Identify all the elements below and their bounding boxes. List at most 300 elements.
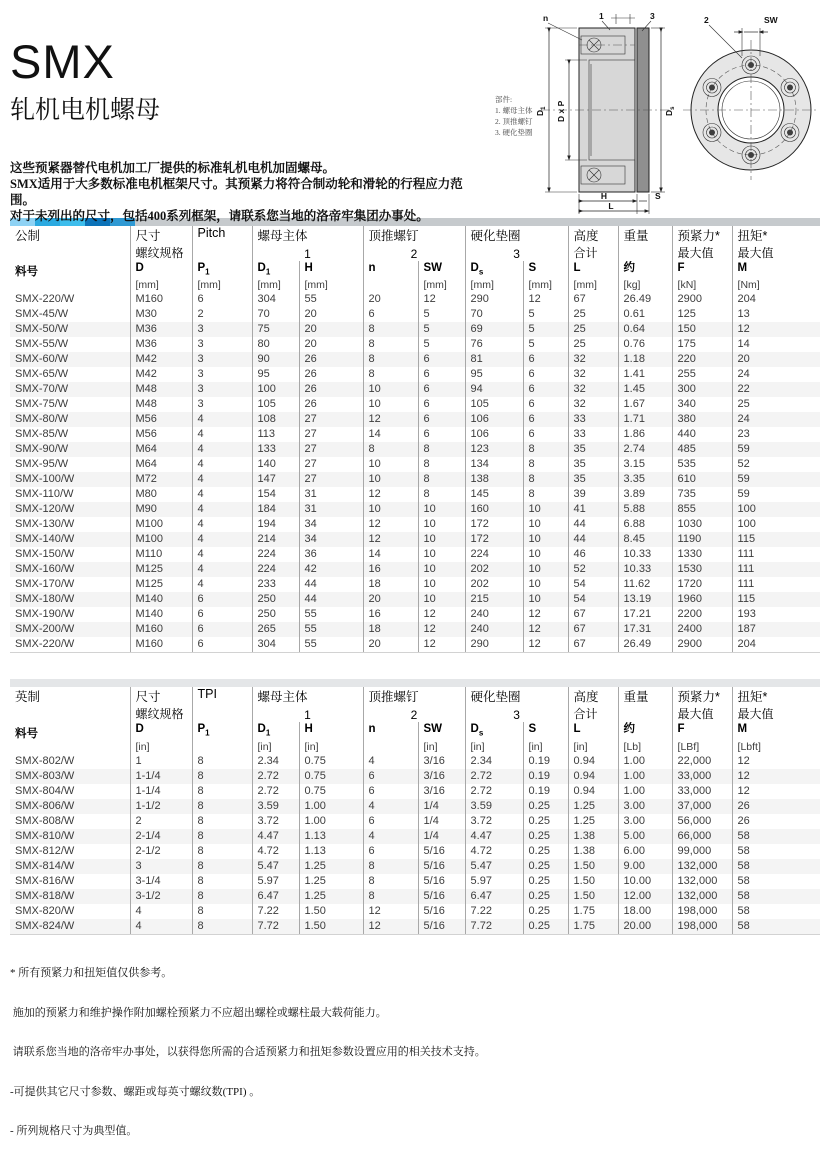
value-cell: 59 [732, 442, 820, 457]
part-number-cell: SMX-75/W [15, 398, 69, 411]
value-cell: 12 [363, 919, 418, 935]
value-cell: 12 [523, 292, 568, 307]
value-cell: 3.59 [252, 799, 299, 814]
value-cell: 26 [299, 367, 363, 382]
table-section-label: 公制 [15, 229, 41, 243]
value-cell: 27 [299, 472, 363, 487]
footnote-line: - 所列规格尺寸为典型值。 [10, 1125, 138, 1138]
value-cell: 1720 [672, 577, 732, 592]
subgroup-header-cell: 3 [465, 705, 568, 722]
description-line: 对于未列出的尺寸，包括400系列框架，请联系您当地的洛帝牢集团办事处。 [10, 209, 429, 223]
value-cell: 290 [465, 637, 523, 653]
table-row [10, 412, 820, 427]
value-cell: 202 [465, 577, 523, 592]
value-cell: 9.00 [618, 859, 672, 874]
page-header [0, 0, 830, 223]
value-cell: 4 [130, 904, 192, 919]
param-header-cell: SW [mm] [418, 261, 465, 292]
value-cell: 25 [568, 337, 618, 352]
value-cell: M48 [130, 397, 192, 412]
value-cell: 0.25 [523, 904, 568, 919]
brand-block [10, 36, 160, 126]
value-cell: 3 [192, 397, 252, 412]
value-cell: 172 [465, 517, 523, 532]
value-cell: 24 [732, 367, 820, 382]
value-cell: 27 [299, 427, 363, 442]
value-cell: 1.25 [568, 799, 618, 814]
value-cell: 3-1/4 [130, 874, 192, 889]
product-description [10, 160, 480, 224]
param-header-cell: M [Lbft] [732, 722, 820, 753]
value-cell: 1-1/2 [130, 799, 192, 814]
value-cell: 6 [418, 352, 465, 367]
value-cell: 255 [672, 367, 732, 382]
value-cell: 100 [732, 517, 820, 532]
value-cell: 44 [568, 517, 618, 532]
group-header-cell: 扭矩* [732, 687, 820, 705]
group-header-cell: 尺寸 [130, 226, 192, 244]
value-cell: 10 [418, 532, 465, 547]
value-cell: 5 [523, 337, 568, 352]
imperial-table-body [10, 754, 820, 935]
value-cell: 8.45 [618, 532, 672, 547]
value-cell: 134 [465, 457, 523, 472]
part-number-cell: SMX-220/W [10, 637, 130, 653]
group-header-cell: 预紧力* [672, 226, 732, 244]
value-cell: 2.34 [252, 754, 299, 769]
value-cell: 46 [568, 547, 618, 562]
value-cell: 8 [363, 337, 418, 352]
value-cell: 290 [465, 292, 523, 307]
callout-1: 1 [599, 11, 604, 21]
value-cell: 70 [252, 307, 299, 322]
value-cell: 105 [252, 397, 299, 412]
value-cell: 111 [732, 562, 820, 577]
value-cell: 106 [465, 427, 523, 442]
value-cell: 33,000 [672, 769, 732, 784]
value-cell: 10 [363, 472, 418, 487]
value-cell: 6 [523, 412, 568, 427]
value-cell: 13 [732, 307, 820, 322]
value-cell: 10 [418, 547, 465, 562]
value-cell: M100 [130, 517, 192, 532]
value-cell: 12 [418, 637, 465, 653]
table-row [10, 457, 820, 472]
value-cell: 8 [363, 322, 418, 337]
value-cell: 4.72 [252, 844, 299, 859]
value-cell: 4 [192, 577, 252, 592]
value-cell: 12 [732, 754, 820, 769]
value-cell: 300 [672, 382, 732, 397]
part-number-cell: SMX-802/W [15, 754, 75, 767]
value-cell: M100 [130, 532, 192, 547]
value-cell: 0.94 [568, 754, 618, 769]
value-cell: 12 [732, 322, 820, 337]
group-header-cell: 顶推螺钉 [363, 687, 465, 705]
value-cell: 18 [363, 577, 418, 592]
value-cell: 4.47 [252, 829, 299, 844]
table-row [10, 442, 820, 457]
value-cell: 5/16 [418, 904, 465, 919]
part-number-cell: SMX-816/W [15, 874, 75, 887]
drawing-legend-item: 3. 硬化垫圈 [495, 128, 533, 137]
value-cell: 1 [130, 754, 192, 769]
value-cell: 3.00 [618, 814, 672, 829]
part-number-cell: SMX-95/W [15, 458, 69, 471]
value-cell: 3 [192, 382, 252, 397]
imperial-table-top-bar [10, 679, 820, 687]
value-cell: 10 [363, 397, 418, 412]
group-header-cell: 高度 [568, 226, 618, 244]
group-header-cell: Pitch [192, 226, 252, 244]
value-cell: 8 [192, 799, 252, 814]
imperial-spec-table [10, 687, 820, 934]
group-header-cell: 重量 [618, 687, 672, 705]
param-header-cell: $D_s$ [in] [465, 722, 523, 753]
value-cell: 41 [568, 502, 618, 517]
value-cell: 111 [732, 577, 820, 592]
value-cell: 5 [418, 322, 465, 337]
value-cell: 440 [672, 427, 732, 442]
value-cell: 0.25 [523, 874, 568, 889]
value-cell: 5.00 [618, 829, 672, 844]
value-cell: 204 [732, 637, 820, 653]
param-header-cell: $D_1$ [in] [252, 722, 299, 753]
value-cell: 58 [732, 889, 820, 904]
group-header-cell: 硬化垫圈 [465, 687, 568, 705]
value-cell: M90 [130, 502, 192, 517]
param-header-cell: L [in] [568, 722, 618, 753]
value-cell: 233 [252, 577, 299, 592]
value-cell: 8 [192, 829, 252, 844]
value-cell: 4 [363, 754, 418, 769]
value-cell: 1.67 [618, 397, 672, 412]
value-cell: 0.75 [299, 784, 363, 799]
part-number-cell: SMX-45/W [15, 308, 69, 321]
table-row [10, 874, 820, 889]
value-cell: 12 [363, 487, 418, 502]
value-cell: M36 [130, 322, 192, 337]
value-cell: 17.31 [618, 622, 672, 637]
value-cell: 20 [732, 352, 820, 367]
part-number-cell: SMX-85/W [15, 428, 69, 441]
row-label-header: 料号 [15, 266, 38, 279]
value-cell: 25 [568, 322, 618, 337]
value-cell: 3 [192, 322, 252, 337]
value-cell: M125 [130, 562, 192, 577]
value-cell: 7.22 [465, 904, 523, 919]
value-cell: 23 [732, 427, 820, 442]
value-cell: 32 [568, 352, 618, 367]
part-number-cell: SMX-50/W [15, 323, 69, 336]
table-row [10, 367, 820, 382]
value-cell: 304 [252, 637, 299, 653]
table-row [10, 859, 820, 874]
subgroup-header-cell [192, 244, 252, 261]
part-number-cell: SMX-824/W [10, 919, 130, 935]
value-cell: 27 [299, 412, 363, 427]
value-cell: 6 [363, 769, 418, 784]
table-row [10, 502, 820, 517]
value-cell: 2.34 [465, 754, 523, 769]
table-row [10, 397, 820, 412]
value-cell: 0.25 [523, 919, 568, 935]
table-row [10, 562, 820, 577]
part-number-cell: SMX-140/W [15, 533, 75, 546]
subgroup-header-cell [10, 244, 130, 261]
value-cell: 0.94 [568, 784, 618, 799]
value-cell: 90 [252, 352, 299, 367]
subgroup-header-cell: 螺纹规格 [130, 705, 192, 722]
footnote-line: -可提供其它尺寸参数、螺距或每英寸螺纹数(TPI) 。 [10, 1085, 261, 1098]
value-cell: 1530 [672, 562, 732, 577]
value-cell: 20 [363, 292, 418, 307]
value-cell: 1.25 [568, 814, 618, 829]
value-cell: 2.72 [465, 769, 523, 784]
value-cell: 6.88 [618, 517, 672, 532]
value-cell: 20.00 [618, 919, 672, 935]
value-cell: 147 [252, 472, 299, 487]
value-cell: 1960 [672, 592, 732, 607]
value-cell: 108 [252, 412, 299, 427]
value-cell: 1.25 [299, 889, 363, 904]
value-cell: 55 [299, 622, 363, 637]
value-cell: 2400 [672, 622, 732, 637]
value-cell: 33 [568, 427, 618, 442]
part-number-cell: SMX-804/W [15, 784, 75, 797]
value-cell: 1.86 [618, 427, 672, 442]
value-cell: 44 [299, 577, 363, 592]
callout-n: n [543, 13, 549, 23]
value-cell: 58 [732, 919, 820, 935]
subgroup-header-cell [618, 244, 672, 261]
value-cell: 1.00 [618, 769, 672, 784]
value-cell: M42 [130, 367, 192, 382]
param-header-cell: $P_1$ [mm] [192, 261, 252, 292]
value-cell: 1.75 [568, 904, 618, 919]
value-cell: 198,000 [672, 919, 732, 935]
value-cell: 1.50 [299, 919, 363, 935]
value-cell: 0.25 [523, 814, 568, 829]
metric-spec-table [10, 226, 820, 653]
value-cell: 12 [418, 622, 465, 637]
description-line: SMX适用于大多数标准电机框架尺寸。其预紧力将符合制动轮和滑轮的行程应力范围。 [10, 177, 463, 207]
part-number-cell: SMX-190/W [15, 608, 75, 621]
param-header-cell: n [363, 722, 418, 753]
value-cell: 27 [299, 442, 363, 457]
footnote-line: 施加的预紧力和维护操作附加螺栓预紧力不应超出螺栓或螺柱最大载荷能力。 [10, 1006, 387, 1019]
value-cell: 6 [363, 814, 418, 829]
table-row [10, 577, 820, 592]
value-cell: 66,000 [672, 829, 732, 844]
value-cell: 3/16 [418, 784, 465, 799]
param-header-cell: n [363, 261, 418, 292]
value-cell: 3.72 [252, 814, 299, 829]
table-row [10, 547, 820, 562]
table-row [10, 607, 820, 622]
subgroup-header-row [10, 705, 820, 722]
value-cell: 8 [418, 457, 465, 472]
value-cell: 14 [732, 337, 820, 352]
value-cell: 25 [568, 307, 618, 322]
value-cell: 4 [192, 547, 252, 562]
value-cell: 8 [523, 457, 568, 472]
value-cell: 44 [299, 592, 363, 607]
value-cell: 42 [299, 562, 363, 577]
value-cell: 26 [299, 397, 363, 412]
part-number-cell: SMX-130/W [15, 518, 75, 531]
table-row [10, 592, 820, 607]
table-row [10, 637, 820, 653]
value-cell: 224 [465, 547, 523, 562]
value-cell: 26 [732, 799, 820, 814]
value-cell: 7.72 [252, 919, 299, 935]
value-cell: 12 [363, 412, 418, 427]
value-cell: 25 [732, 397, 820, 412]
value-cell: 10.33 [618, 547, 672, 562]
value-cell: 5/16 [418, 889, 465, 904]
value-cell: 7.72 [465, 919, 523, 935]
value-cell: 26 [732, 814, 820, 829]
dim-label-l: L [608, 201, 614, 211]
value-cell: M56 [130, 412, 192, 427]
value-cell: 6 [418, 412, 465, 427]
metric-table-body [10, 292, 820, 653]
value-cell: 5/16 [418, 859, 465, 874]
value-cell: 6 [418, 382, 465, 397]
value-cell: 10 [363, 502, 418, 517]
table-row [10, 352, 820, 367]
param-header-row [10, 261, 820, 292]
value-cell: 138 [465, 472, 523, 487]
value-cell: 10 [523, 547, 568, 562]
param-header-cell: $D_s$ [mm] [465, 261, 523, 292]
value-cell: 35 [568, 472, 618, 487]
param-header-cell: $P_1$ [192, 722, 252, 753]
param-header-cell: S [mm] [523, 261, 568, 292]
value-cell: 4 [192, 457, 252, 472]
value-cell: 6 [192, 607, 252, 622]
subgroup-header-cell: 最大值 [672, 244, 732, 261]
value-cell: 145 [465, 487, 523, 502]
value-cell: 8 [192, 859, 252, 874]
value-cell: 5 [418, 337, 465, 352]
dim-label-h: H [600, 191, 608, 201]
value-cell: 4 [130, 919, 192, 935]
param-header-cell: 约 [Lb] [618, 722, 672, 753]
param-header-cell: $D_1$ [mm] [252, 261, 299, 292]
value-cell: 20 [363, 637, 418, 653]
value-cell: 67 [568, 637, 618, 653]
param-header-cell: F [kN] [672, 261, 732, 292]
value-cell: 1.00 [618, 754, 672, 769]
value-cell: 6 [523, 367, 568, 382]
value-cell: 8 [192, 814, 252, 829]
value-cell: 1/4 [418, 829, 465, 844]
value-cell: 0.75 [299, 754, 363, 769]
param-header-cell: M [Nm] [732, 261, 820, 292]
value-cell: 6.00 [618, 844, 672, 859]
value-cell: 6 [418, 397, 465, 412]
value-cell: 10 [418, 502, 465, 517]
value-cell: 33,000 [672, 784, 732, 799]
value-cell: 12 [732, 769, 820, 784]
value-cell: 12 [363, 904, 418, 919]
value-cell: 34 [299, 517, 363, 532]
value-cell: 8 [192, 844, 252, 859]
value-cell: 0.25 [523, 829, 568, 844]
value-cell: 4 [192, 502, 252, 517]
value-cell: 0.19 [523, 784, 568, 799]
value-cell: 6 [523, 427, 568, 442]
value-cell: 106 [465, 412, 523, 427]
value-cell: M48 [130, 382, 192, 397]
param-header-cell: L [mm] [568, 261, 618, 292]
value-cell: 12.00 [618, 889, 672, 904]
value-cell: 1.00 [618, 784, 672, 799]
value-cell: 184 [252, 502, 299, 517]
value-cell: 1.25 [299, 874, 363, 889]
value-cell: 5/16 [418, 844, 465, 859]
group-header-cell: 顶推螺钉 [363, 226, 465, 244]
value-cell: M80 [130, 487, 192, 502]
value-cell: 0.61 [618, 307, 672, 322]
value-cell: 14 [363, 547, 418, 562]
callout-3: 3 [650, 11, 655, 21]
value-cell: 224 [252, 562, 299, 577]
value-cell: 105 [465, 397, 523, 412]
value-cell: 8 [363, 442, 418, 457]
value-cell: 32 [568, 382, 618, 397]
page-subtitle: 轧机电机螺母 [10, 95, 161, 124]
value-cell: 220 [672, 352, 732, 367]
subgroup-header-cell: 2 [363, 244, 465, 261]
value-cell: 12 [523, 622, 568, 637]
value-cell: 94 [465, 382, 523, 397]
value-cell: 125 [672, 307, 732, 322]
table-row [10, 754, 820, 769]
group-header-cell: 重量 [618, 226, 672, 244]
value-cell: 4 [192, 517, 252, 532]
value-cell: 5 [523, 307, 568, 322]
value-cell: 22,000 [672, 754, 732, 769]
part-number-cell: SMX-820/W [15, 904, 75, 917]
part-number-cell: SMX-220/W [15, 293, 75, 306]
value-cell: 33 [568, 412, 618, 427]
group-header-cell: 扭矩* [732, 226, 820, 244]
value-cell: 0.94 [568, 769, 618, 784]
value-cell: 3.15 [618, 457, 672, 472]
value-cell: 20 [363, 592, 418, 607]
value-cell: 3 [130, 859, 192, 874]
part-number-cell: SMX-808/W [15, 814, 75, 827]
value-cell: 4 [192, 562, 252, 577]
value-cell: 0.76 [618, 337, 672, 352]
value-cell: 44 [568, 532, 618, 547]
value-cell: 0.19 [523, 754, 568, 769]
callout-2: 2 [704, 15, 709, 25]
row-label-header: 料号 [15, 727, 38, 740]
value-cell: 54 [568, 577, 618, 592]
value-cell: 1-1/4 [130, 769, 192, 784]
value-cell: 8 [363, 367, 418, 382]
value-cell: 26.49 [618, 637, 672, 653]
value-cell: 10 [418, 592, 465, 607]
value-cell: 12 [523, 637, 568, 653]
table-row [10, 472, 820, 487]
value-cell: 8 [363, 889, 418, 904]
value-cell: 81 [465, 352, 523, 367]
